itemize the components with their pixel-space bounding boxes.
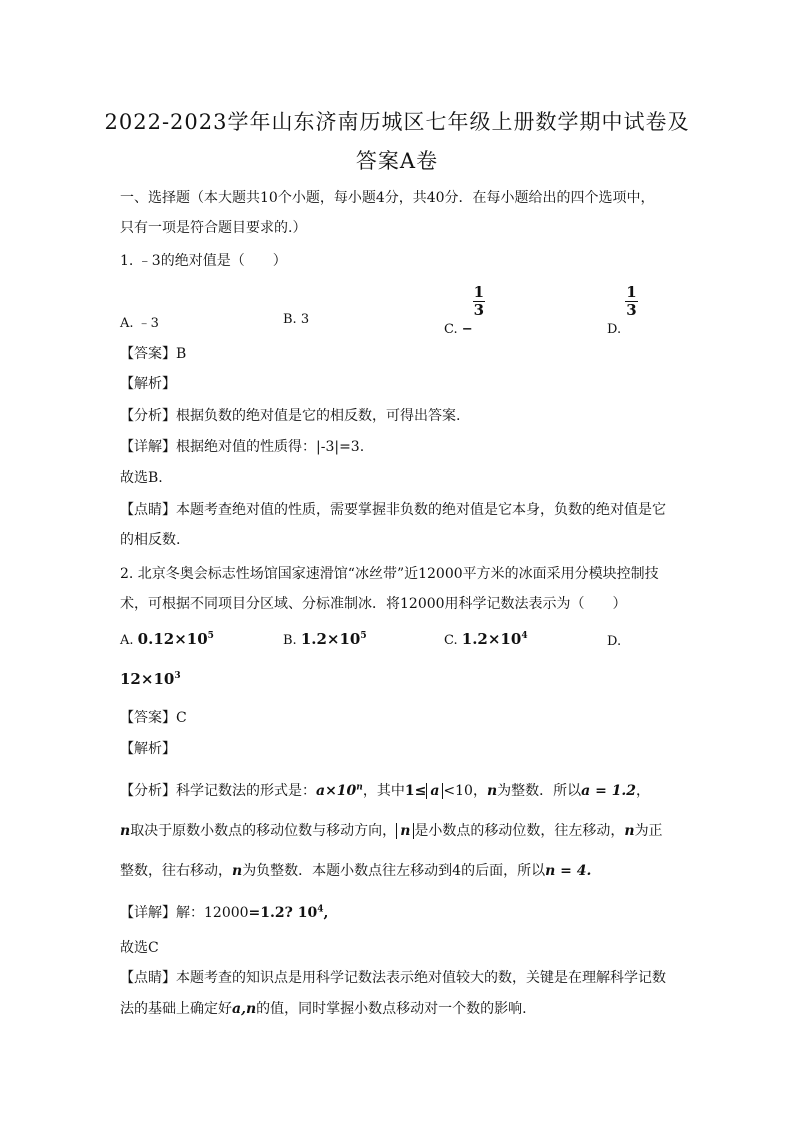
q2-option-a-label: A. — [120, 633, 134, 648]
detail-text: 【详解】解：12000 — [120, 905, 249, 921]
fraction-numerator: 1 — [626, 283, 637, 301]
q2-stem-cont: 术，可根据不同项目分区域、分标准制冰．将12000用科学记数法表示为（ ） — [120, 596, 627, 612]
detail-expression — [249, 905, 324, 921]
detail-text: , — [323, 905, 329, 921]
q1-option-c-fraction — [473, 284, 485, 318]
power-exponent: n — [356, 782, 363, 793]
analysis-text: 取决于原数小数点的移动位数与移动方向， — [130, 823, 397, 839]
q2-stem: 2. 北京冬奥会标志性场馆国家速滑馆“冰丝带”近12000平方米的冰面采用分模块控制技 — [120, 566, 659, 582]
q2-option-d — [120, 670, 181, 688]
var-n: n — [120, 823, 131, 839]
analysis-text: ， — [636, 783, 651, 799]
q1-option-c-label: C. — [444, 321, 462, 337]
abs-a: a — [426, 783, 443, 799]
q2-option-c-label: C. — [444, 633, 458, 648]
q2-analysis-line2 — [120, 820, 663, 840]
power-exponent: 4 — [521, 631, 528, 641]
q1-analysis-heading: 【解析】 — [120, 376, 176, 392]
vars-a-n: a,n — [232, 1001, 257, 1017]
section-heading-cont: 只有一项是符合题目要求的.） — [120, 220, 307, 236]
analysis-text: 整数，往右移动， — [120, 863, 232, 879]
var-n: n — [486, 783, 498, 799]
power-exponent: 3 — [174, 671, 181, 681]
q1-option-a: A. ﹣3 — [120, 316, 159, 331]
q2-option-b-expr — [301, 630, 367, 648]
analysis-text: 是小数点的移动位数，往左移动， — [414, 823, 625, 839]
abs-n: n — [396, 823, 414, 839]
power-base: =1.2? 10 — [248, 905, 318, 921]
fraction-numerator: 1 — [473, 283, 485, 301]
section-heading: 一、选择题（本大题共10个小题，每小题4分，共40分．在每小题给出的四个选项中， — [120, 190, 655, 206]
power-base: 12×10 — [120, 670, 175, 688]
var-n: n — [232, 863, 243, 879]
q2-analysis-line1 — [120, 780, 650, 800]
q2-answer: 【答案】C — [120, 710, 187, 726]
q2-option-c-expr — [462, 630, 528, 648]
inequality-left: 1≤ — [404, 783, 427, 799]
power-exponent: 5 — [360, 631, 367, 641]
power-base: 0.12×10 — [137, 630, 208, 648]
q2-option-a — [120, 630, 214, 648]
analysis-text: 【分析】科学记数法的形式是： — [120, 783, 316, 799]
q2-choice: 故选C — [120, 940, 159, 956]
q2-option-b-label: B. — [283, 633, 297, 648]
scientific-form — [316, 783, 363, 799]
q1-option-d-label: D. — [607, 321, 626, 337]
power-exponent: 4 — [317, 904, 324, 915]
q1-option-c — [444, 283, 485, 337]
document-title-line1: 2022-2023学年山东济南历城区七年级上册数学期中试卷及 — [104, 110, 690, 134]
analysis-text: ，其中 — [362, 783, 405, 799]
q2-option-d-label: D. — [607, 634, 622, 649]
q1-option-c-sign: − — [461, 321, 473, 337]
q2-analysis-line3 — [120, 860, 591, 880]
comment-text: 法的基础上确定好 — [120, 1001, 232, 1017]
analysis-text: 为正 — [634, 823, 663, 839]
inequality-right: <10， — [443, 783, 487, 799]
power-base: 1.2×10 — [300, 630, 361, 648]
q2-option-a-expr — [138, 630, 214, 648]
q1-analysis: 【分析】根据负数的绝对值是它的相反数，可得出答案. — [120, 408, 461, 424]
comment-text: 的值，同时掌握小数点移动对一个数的影响. — [256, 1001, 527, 1017]
q2-analysis-heading: 【解析】 — [120, 741, 176, 757]
q1-option-b: B. 3 — [283, 312, 310, 327]
var-n: n — [624, 823, 635, 839]
q1-option-d — [607, 283, 638, 337]
power-exponent: 5 — [207, 631, 214, 641]
q1-option-d-fraction — [625, 284, 637, 318]
document-title-line2: 答案A卷 — [355, 149, 439, 173]
q2-option-d-expr — [120, 670, 181, 688]
q1-stem: 1. ﹣3的绝对值是（ ） — [120, 253, 287, 269]
q2-comment: 【点睛】本题考查的知识点是用科学记数法表示绝对值较大的数，关键是在理解科学记数 — [120, 970, 666, 986]
equation-a: a = 1.2 — [581, 783, 637, 799]
q1-comment-cont: 的相反数. — [120, 532, 181, 548]
q2-detail — [120, 902, 328, 922]
q1-choice: 故选B. — [120, 470, 163, 486]
q2-comment-cont — [120, 998, 527, 1018]
power-base: a×10 — [316, 783, 357, 799]
q1-detail: 【详解】根据绝对值的性质得：|-3|=3. — [120, 439, 365, 455]
power-base: 1.2×10 — [461, 630, 522, 648]
q2-option-c — [444, 630, 528, 648]
analysis-text: 为负整数．本题小数点往左移动到4的后面，所以 — [242, 863, 546, 879]
q2-option-b — [283, 630, 367, 648]
q1-answer: 【答案】B — [120, 346, 187, 362]
equation-n: n = 4. — [545, 863, 592, 879]
fraction-denominator: 3 — [626, 300, 637, 319]
q1-comment: 【点睛】本题考查绝对值的性质，需要掌握非负数的绝对值是它本身，负数的绝对值是它 — [120, 502, 666, 518]
analysis-text: 为整数．所以 — [497, 783, 582, 799]
fraction-denominator: 3 — [473, 300, 485, 319]
